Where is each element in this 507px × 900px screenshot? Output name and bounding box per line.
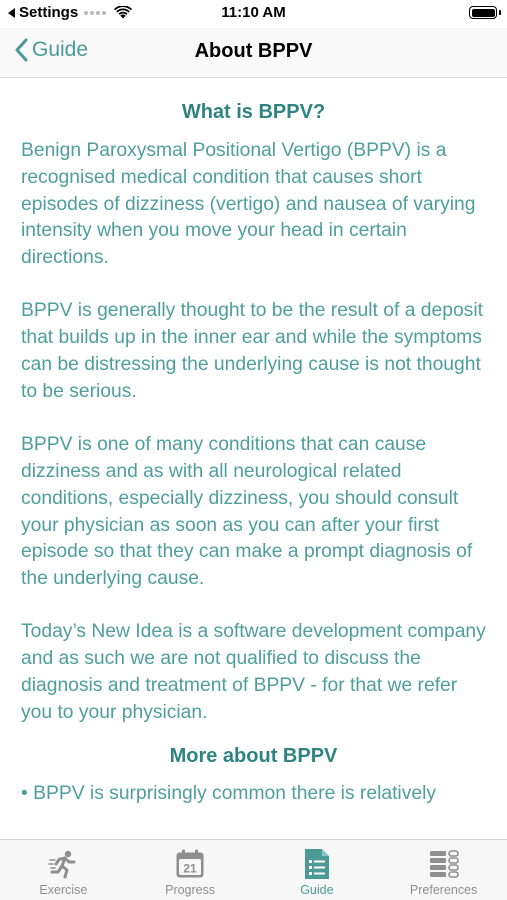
status-back-app-label: Settings xyxy=(19,4,79,21)
tab-guide-label: Guide xyxy=(300,883,334,897)
tab-bar xyxy=(0,839,507,900)
article-content[interactable] xyxy=(0,79,507,839)
paragraph-2: BPPV is generally thought to be the result of a deposit that builds up in the inner ear and while the symptoms can be distressing the underlying cause is not thought to be serious. xyxy=(21,300,483,402)
tab-preferences-label: Preferences xyxy=(409,883,478,897)
document-list-icon xyxy=(303,848,331,880)
tab-exercise[interactable] xyxy=(0,840,127,900)
paragraph-4: Today’s New Idea is a software development company and as such we are not qualified to discuss the diagnosis and treatment of BPPV - for that we refer you to your physician. xyxy=(21,621,486,723)
tab-progress-label: Progress xyxy=(165,883,216,897)
tab-progress[interactable] xyxy=(127,840,254,900)
back-button-label: Guide xyxy=(32,38,89,61)
calendar-icon xyxy=(175,848,205,880)
navigation-bar xyxy=(0,28,507,78)
tab-preferences[interactable] xyxy=(380,840,507,900)
page-title: About BPPV xyxy=(194,40,313,62)
status-bar xyxy=(0,0,507,28)
bullet-item-1: • BPPV is surprisingly common there is relatively xyxy=(21,782,437,804)
settings-list-icon xyxy=(429,848,459,880)
paragraph-1: Benign Paroxysmal Positional Vertigo (BPPV) is a recognised medical condition that causes short episodes of dizziness (vertigo) and nausea of varying intensity when you move your head in certain directions. xyxy=(21,140,476,269)
calendar-day-number: 21 xyxy=(183,861,197,876)
tab-guide[interactable] xyxy=(254,840,381,900)
battery-icon xyxy=(469,6,497,19)
paragraph-3: BPPV is one of many conditions that can cause dizziness and as with all neurological related conditions, especially dizziness, you should consult your physician as soon as you can after your first episode so that they can make a prompt diagnosis of the underlying cause. xyxy=(21,434,473,590)
section-heading-more-about-bppv: More about BPPV xyxy=(169,744,338,767)
tab-exercise-label: Exercise xyxy=(39,883,88,897)
running-person-icon xyxy=(48,848,78,880)
section-heading-what-is-bppv: What is BPPV? xyxy=(181,101,326,123)
status-time: 11:10 AM xyxy=(221,4,286,21)
